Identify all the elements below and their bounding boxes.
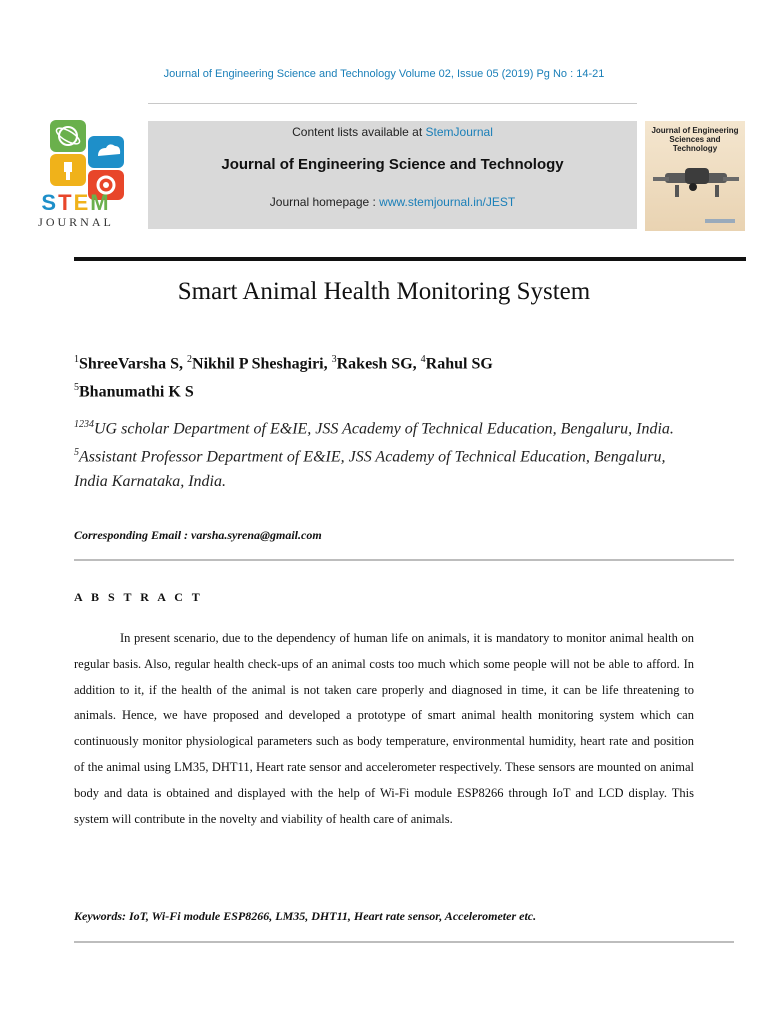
email-divider: [74, 559, 734, 561]
content-lists-line: Content lists available at StemJournal: [292, 125, 493, 139]
keywords-divider: [74, 941, 734, 943]
paper-title: Smart Animal Health Monitoring System: [177, 278, 591, 305]
title-divider: [74, 257, 746, 261]
homepage-line: Journal homepage : www.stemjournal.in/JEST: [269, 195, 516, 209]
affiliations: [74, 413, 694, 494]
drone-icon: [645, 121, 745, 231]
cover-title: Journal of Engineering Sciences and Technology: [651, 126, 739, 153]
keywords: Keywords: IoT, Wi-Fi module ESP8266, LM35, DHT11, Heart rate sensor, Accelerometer etc.: [74, 909, 537, 923]
journal-name: Journal of Engineering Science and Technology: [221, 156, 564, 173]
journal-cover-thumbnail: [645, 121, 745, 231]
abstract-text: In present scenario, due to the dependency of human life on animals, it is mandatory to monitor animal health on regular basis. Also, regular health check-ups of an animal costs too much which some people will not be able to afford. In addition to it, if the health of the animal is not taken care properly and diagnosed in time, it can be life threatening to animals. Hence, we have proposed and developed a prototype of smart animal health monitoring system which can continuously monitor physiological parameters such as body temperature, environmental humidity, heart rate and position of the animal using LM35, DHT11, Heart rate sensor and accelerometer respectively. These sensors are mounted on animal body and data is obtained and displayed with the help of Wi-Fi module ESP8266 through IoT and LCD display. This system will contribute in the novelty and viability of health care of animals.: [74, 631, 694, 826]
journal-citation-line: Journal of Engineering Science and Technology Volume 02, Issue 05 (2019) Pg No : 14-21: [163, 68, 605, 80]
author-list: $^1$ShreeVarsha S, $^2$Nikhil P Sheshagiri, $^3$Rakesh SG, $^4$Rahul SG $^5$Bhanumathi K S: [74, 354, 493, 401]
header-divider: [148, 103, 637, 104]
journal-banner: [148, 121, 637, 229]
affiliation-2: $^5$Assistant Professor Department of E&IE, JSS Academy of Technical Education, Bengaluru, India Karnataka, India.: [74, 447, 666, 490]
homepage-link[interactable]: www.stemjournal.in/JEST: [379, 195, 516, 209]
abstract-heading: A B S T R A C T: [74, 590, 203, 604]
logo-subtitle: JOURNAL: [38, 215, 114, 229]
stemjournal-link[interactable]: StemJournal: [425, 125, 493, 139]
corresponding-email: Corresponding Email : varsha.syrena@gmail.com: [74, 528, 322, 542]
affiliation-1: $^{1234}$UG scholar Department of E&IE, JSS Academy of Technical Education, Bengaluru, India.: [74, 419, 674, 438]
logo-wordmark: STEM: [41, 190, 111, 215]
